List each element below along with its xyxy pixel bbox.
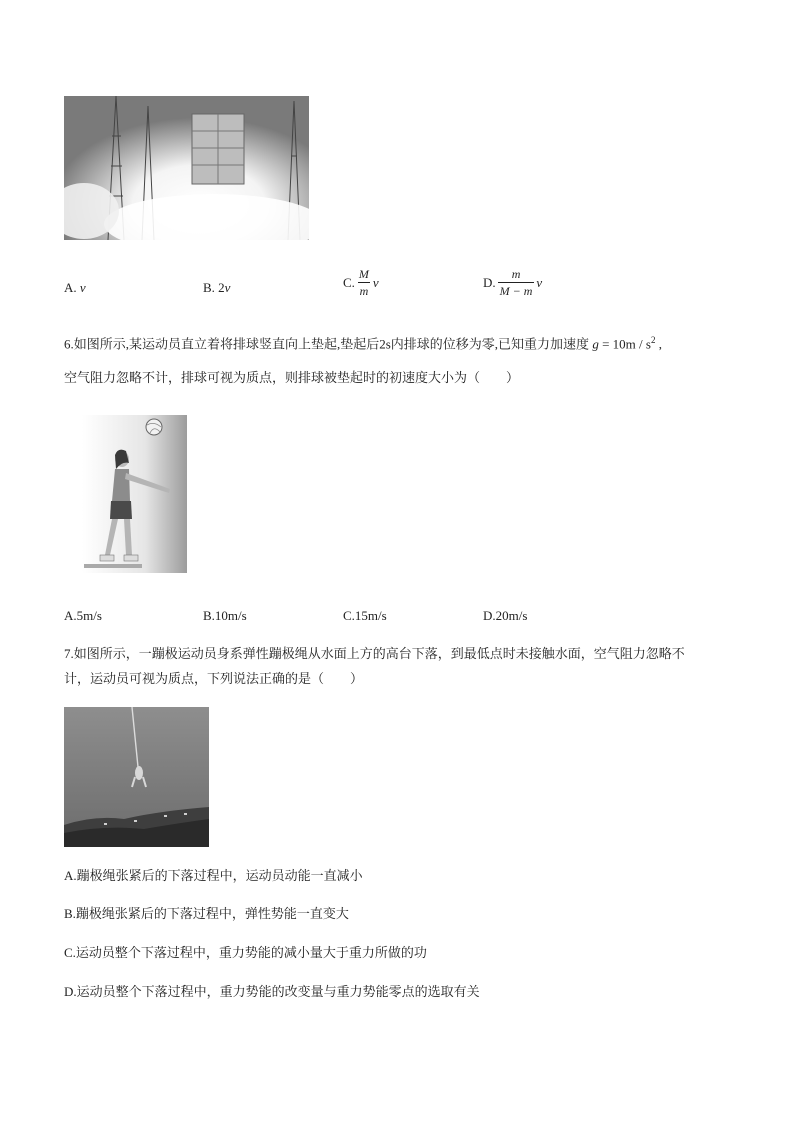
q6-option-a[interactable]: A.5m/s	[64, 608, 102, 623]
q7-option-b[interactable]: B.蹦极绳张紧后的下落过程中，弹性势能一直变大	[64, 906, 349, 921]
q7-stem-line1: 7.如图所示，一蹦极运动员身系弹性蹦极绳从水面上方的高台下落，到最低点时未接触水面，空气阻力忽略不	[64, 646, 685, 661]
q6-formula-eq: = 10m / s	[598, 336, 651, 352]
q5-option-c-var: v	[372, 275, 379, 290]
q5-option-b[interactable]	[203, 281, 230, 294]
q5-option-d[interactable]	[483, 268, 542, 297]
q6-option-d[interactable]: D.20m/s	[483, 608, 528, 623]
q5-option-d-var: v	[536, 275, 543, 290]
q5-option-d-fraction	[498, 268, 535, 297]
q5-option-a-var: v	[79, 280, 86, 295]
q6-formula-exp: 2	[650, 335, 656, 345]
volleyball-player-photo	[82, 415, 187, 573]
q7-option-d[interactable]: D.运动员整个下落过程中，重力势能的改变量与重力势能零点的选取有关	[64, 984, 480, 999]
q5-option-a[interactable]	[64, 281, 86, 294]
q5-option-d-numerator: m	[511, 267, 521, 281]
q6-stem-text: 6.如图所示,某运动员直立着将排球竖直向上垫起,垫起后2s内排球的位移为零,已知重力加速度	[64, 336, 590, 352]
q5-option-d-label: D.	[483, 275, 496, 290]
q7-stem-line2: 计，运动员可视为质点，下列说法正确的是（ ）	[64, 671, 364, 686]
q6-option-b[interactable]: B.10m/s	[203, 608, 247, 623]
q5-option-c[interactable]	[343, 268, 379, 297]
q7-option-a[interactable]: A.蹦极绳张紧后的下落过程中，运动员动能一直减小	[64, 868, 363, 883]
q5-option-c-numerator: M	[358, 267, 369, 281]
q6-stem-line1	[64, 336, 662, 350]
q7-option-c[interactable]: C.运动员整个下落过程中，重力势能的减小量大于重力所做的功	[64, 945, 427, 960]
q5-option-b-var: v	[224, 280, 231, 295]
q6-stem-line2: 空气阻力忽略不计，排球可视为质点，则排球被垫起时的初速度大小为（ ）	[64, 370, 520, 385]
q5-option-a-label: A.	[64, 280, 77, 295]
q6-formula-tail: ,	[655, 336, 662, 352]
q5-option-b-label: B. 2	[203, 280, 225, 295]
q5-option-c-fraction	[357, 268, 371, 297]
rocket-launch-photo	[64, 96, 309, 240]
q5-option-c-denominator: m	[359, 284, 369, 298]
q5-option-d-denominator: M − m	[499, 284, 533, 298]
bungee-jumper-photo	[64, 707, 209, 847]
q6-option-c[interactable]: C.15m/s	[343, 608, 387, 623]
q6-formula-g: g	[592, 336, 599, 352]
q5-option-c-label: C.	[343, 275, 355, 290]
